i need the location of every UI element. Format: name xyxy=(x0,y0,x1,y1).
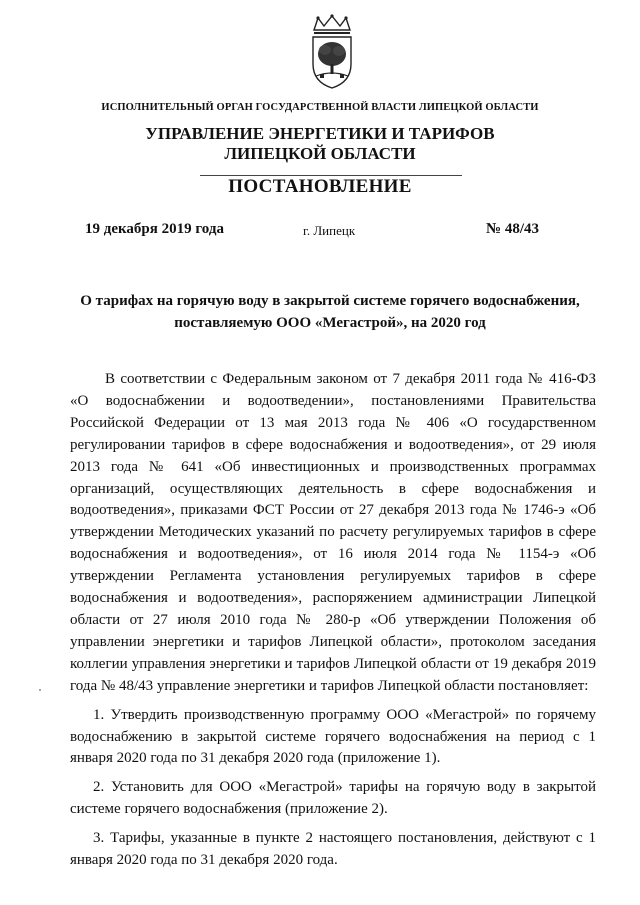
resolution-item-1: 1. Утвердить производственную программу ООО «Мегастрой» по горячему водоснабжению в закрытой системе горячего водоснабжения на период с 1 января 2020 года по 31 декабря 2020 года (приложение 1). xyxy=(70,706,596,767)
resolution-item-2: 2. Установить для ООО «Мегастрой» тарифы на горячую воду в закрытой системе горячего водоснабжения (приложение 2). xyxy=(70,779,596,818)
department-name-line-1: УПРАВЛЕНИЕ ЭНЕРГЕТИКИ И ТАРИФОВ xyxy=(145,124,495,143)
document-type-title: ПОСТАНОВЛЕНИЕ xyxy=(228,176,412,197)
document-heading-line-2: поставляемую ООО «Мегастрой», на 2020 год xyxy=(174,315,486,331)
document-number: № 48/43 xyxy=(486,221,539,237)
coat-of-arms-icon xyxy=(304,14,360,90)
resolution-item-3: 3. Тарифы, указанные в пункте 2 настоящего постановления, действуют с 1 января 2020 года по 31 декабря 2020 года. xyxy=(70,830,596,869)
department-name xyxy=(0,124,640,164)
document-body xyxy=(70,369,596,872)
issuing-authority: ИСПОЛНИТЕЛЬНЫЙ ОРГАН ГОСУДАРСТВЕННОЙ ВЛАСТИ ЛИПЕЦКОЙ ОБЛАСТИ xyxy=(101,102,539,113)
document-heading xyxy=(40,290,620,334)
scan-speck xyxy=(39,689,41,691)
document-heading-line-1: О тарифах на горячую воду в закрытой системе горячего водоснабжения, xyxy=(80,293,580,309)
document-date: 19 декабря 2019 года xyxy=(85,221,224,237)
document-city: г. Липецк xyxy=(303,223,356,238)
department-name-line-2: ЛИПЕЦКОЙ ОБЛАСТИ xyxy=(224,144,416,163)
preamble-paragraph: В соответствии с Федеральным законом от 7 декабря 2011 года № 416-ФЗ «О водоснабжении и водоотведении», постановлениями Правительства Российской Федерации от 13 мая 2013 года № 406 «О государственном регулировании тарифов в сфере водоснабжения и водоотведения», от 29 июля 2013 года № 641 «Об инвестиционных и производственных программах организаций, осуществляющих деятельность в сфере водоснабжения и водоотведения», приказами ФСТ России от 27 декабря 2013 года № 1746-э «Об утверждении Методических указаний по расчету регулируемых тарифов в сфере водоснабжения и водоотведения», от 16 июля 2014 года № 1154-э «Об утверждении Регламента установления регулируемых тарифов в сфере водоснабжения и водоотведения», распоряжением администрации Липецкой области от 27 июля 2010 года № 280-р «Об утверждении Положения об управлении энергетики и тарифов Липецкой области», протоколом заседания коллегии управления энергетики и тарифов Липецкой области от 19 декабря 2019 года № 48/43 управление энергетики и тарифов Липецкой области постановляет: xyxy=(70,371,596,694)
